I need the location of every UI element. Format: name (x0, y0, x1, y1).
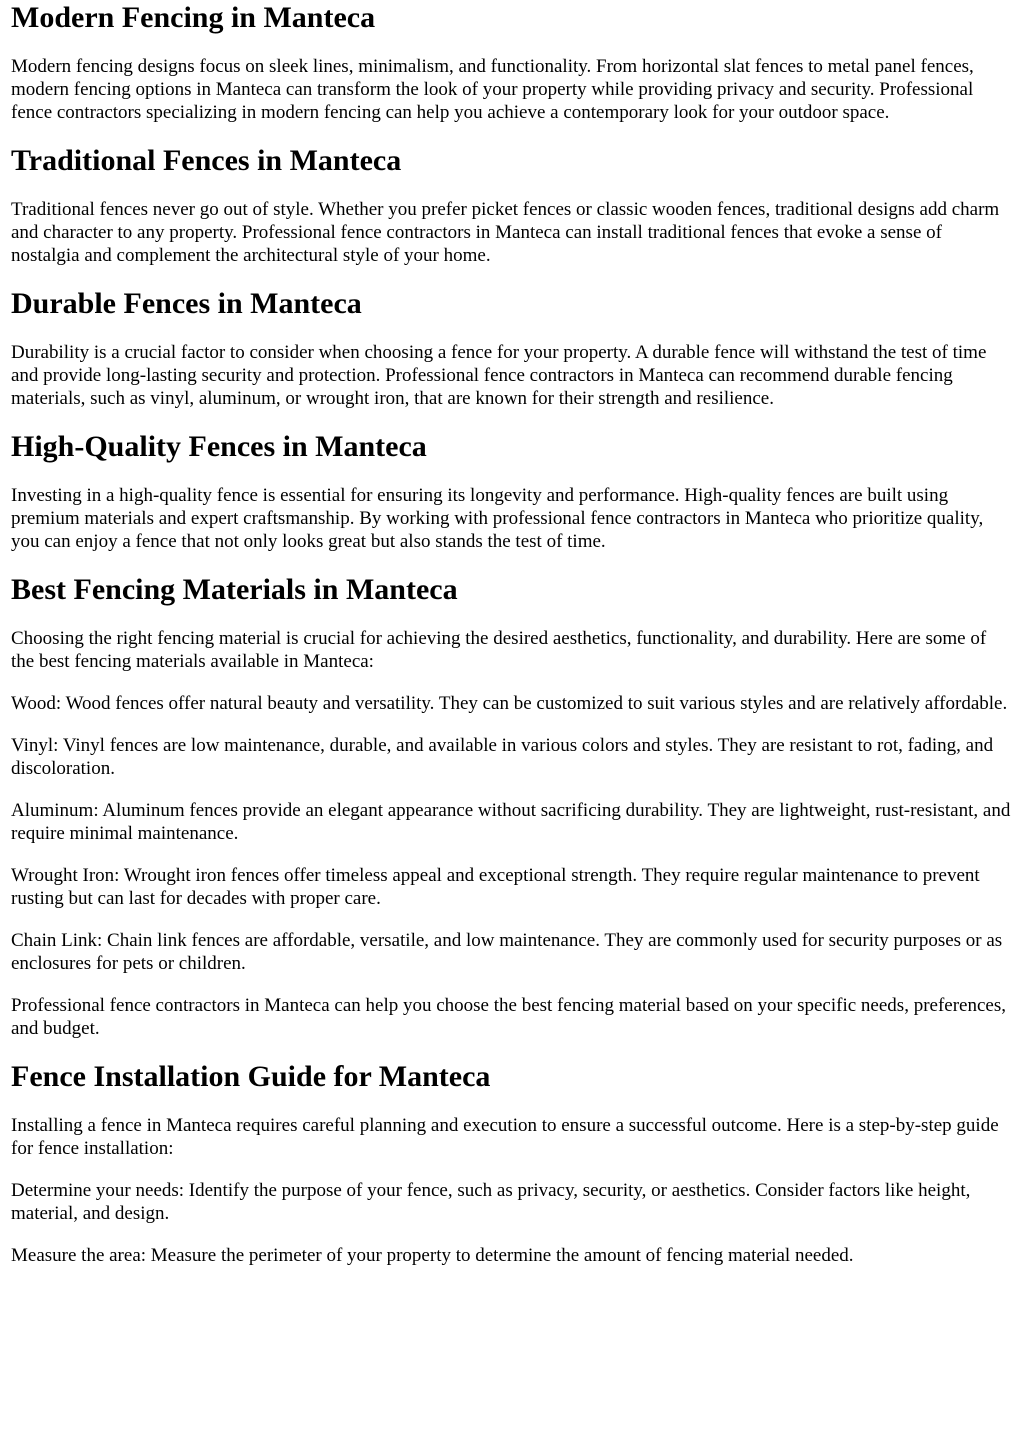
section-high-quality-fences (11, 429, 1013, 553)
section-heading: Traditional Fences in Manteca (11, 144, 402, 177)
section-paragraph: Choosing the right fencing material is crucial for achieving the desired aesthetics, functionality, and durability. Here are some of the best fencing materials available in Manteca: (11, 628, 987, 672)
section-paragraph: Modern fencing designs focus on sleek lines, minimalism, and functionality. From horizontal slat fences to metal panel fences, modern fencing options in Manteca can transform the look of your property while providing privacy and security. Professional fence contractors specializing in modern fencing can help you achieve a contemporary look for your outdoor space. (11, 56, 974, 123)
section-paragraph: Investing in a high-quality fence is essential for ensuring its longevity and performance. High-quality fences are built using premium materials and expert craftsmanship. By working with professional fence contractors in Manteca who prioritize quality, you can enjoy a fence that not only looks great but also stands the test of time. (11, 485, 984, 552)
section-heading: Durable Fences in Manteca (11, 287, 362, 320)
material-chain-link-paragraph: Chain Link: Chain link fences are affordable, versatile, and low maintenance. They are commonly used for security purposes or as enclosures for pets or children. (11, 930, 1003, 974)
section-heading: Best Fencing Materials in Manteca (11, 573, 458, 606)
section-heading: Fence Installation Guide for Manteca (11, 1060, 491, 1093)
material-aluminum-paragraph: Aluminum: Aluminum fences provide an elegant appearance without sacrificing durability. They are lightweight, rust-resistant, and require minimal maintenance. (11, 800, 1011, 844)
material-wrought-iron-paragraph: Wrought Iron: Wrought iron fences offer timeless appeal and exceptional strength. They require regular maintenance to prevent rusting but can last for decades with proper care. (11, 865, 980, 909)
section-heading: Modern Fencing in Manteca (11, 1, 376, 34)
section-heading: High-Quality Fences in Manteca (11, 430, 427, 463)
section-best-materials (11, 572, 1013, 1040)
step-measure-area-paragraph: Measure the area: Measure the perimeter of your property to determine the amount of fencing material needed. (11, 1245, 854, 1266)
section-traditional-fences (11, 143, 1013, 267)
section-paragraph: Installing a fence in Manteca requires careful planning and execution to ensure a successful outcome. Here is a step-by-step guide for fence installation: (11, 1115, 999, 1159)
material-wood-paragraph: Wood: Wood fences offer natural beauty and versatility. They can be customized to suit various styles and are relatively affordable. (11, 693, 1008, 714)
section-paragraph: Traditional fences never go out of style. Whether you prefer picket fences or classic wooden fences, traditional designs add charm and character to any property. Professional fence contractors in Manteca can install traditional fences that evoke a sense of nostalgia and complement the architectural style of your home. (11, 199, 1000, 266)
section-installation-guide (11, 1059, 1013, 1267)
step-determine-needs-paragraph: Determine your needs: Identify the purpose of your fence, such as privacy, security, or aesthetics. Consider factors like height, material, and design. (11, 1180, 971, 1224)
section-paragraph: Professional fence contractors in Manteca can help you choose the best fencing material based on your specific needs, preferences, and budget. (11, 995, 1006, 1039)
section-paragraph: Durability is a crucial factor to consider when choosing a fence for your property. A durable fence will withstand the test of time and provide long-lasting security and protection. Professional fence contractors in Manteca can recommend durable fencing materials, such as vinyl, aluminum, or wrought iron, that are known for their strength and resilience. (11, 342, 987, 409)
material-vinyl-paragraph: Vinyl: Vinyl fences are low maintenance, durable, and available in various colors and styles. They are resistant to rot, fading, and discoloration. (11, 735, 994, 779)
section-durable-fences (11, 286, 1013, 410)
section-modern-fencing (11, 0, 1013, 124)
